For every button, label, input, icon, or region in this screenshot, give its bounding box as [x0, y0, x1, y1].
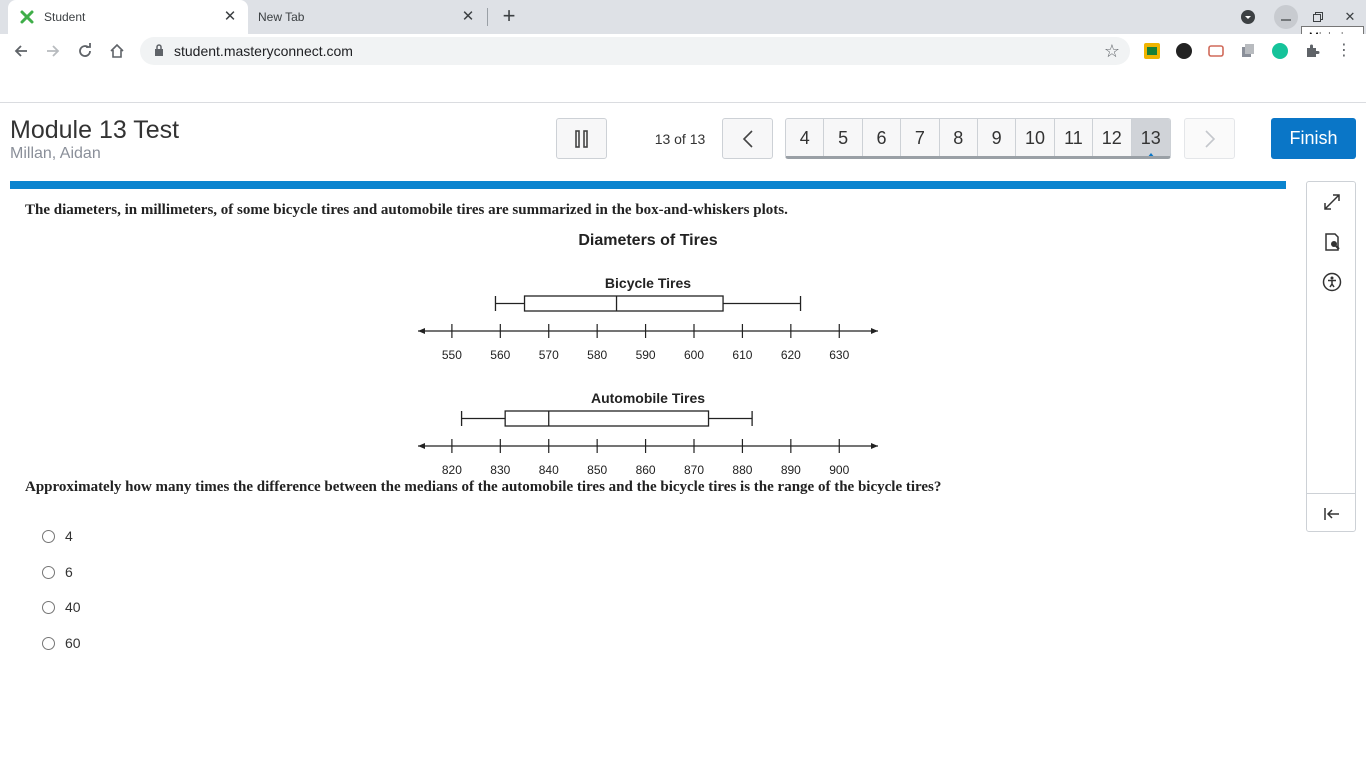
tick-label: 860 [635, 463, 656, 477]
expand-icon[interactable] [1320, 190, 1344, 214]
choice-label: 40 [65, 599, 81, 615]
chevron-left-icon [742, 129, 754, 149]
choice-label: 4 [65, 528, 73, 544]
previous-question-button[interactable] [722, 118, 773, 159]
tick-label: 560 [490, 348, 511, 362]
browser-tab-strip [0, 0, 1366, 34]
iqr-box [525, 296, 724, 311]
tab-label: Student [44, 10, 86, 24]
back-icon[interactable] [10, 40, 32, 62]
question-stem: The diameters, in millimeters, of some bicycle tires and automobile tires are summarized in the box-and-whiskers plots. [25, 202, 788, 218]
browser-toolbar [0, 34, 1366, 68]
answer-choice[interactable] [42, 635, 81, 651]
tool-divider [1307, 493, 1355, 494]
copy-extension-icon[interactable] [1240, 43, 1256, 59]
browser-menu-icon[interactable]: ⋮ [1336, 42, 1352, 59]
tick-label: 870 [683, 463, 705, 477]
page-button-11[interactable]: 11 [1055, 119, 1093, 157]
box-plot-chart [410, 226, 890, 482]
pause-button[interactable] [556, 118, 607, 159]
answer-choice[interactable] [42, 599, 81, 615]
current-page-indicator [1147, 153, 1155, 158]
url-text: student.masteryconnect.com [174, 43, 353, 59]
extensions-puzzle-icon[interactable] [1304, 43, 1320, 59]
toolbar-divider [0, 102, 1366, 103]
forward-icon[interactable] [42, 40, 64, 62]
restore-icon[interactable] [1306, 6, 1330, 28]
reload-icon[interactable] [74, 40, 96, 62]
address-bar[interactable] [140, 37, 1130, 65]
page-button-5[interactable]: 5 [824, 119, 862, 157]
grammarly-extension-icon[interactable] [1272, 43, 1288, 59]
radio-button[interactable] [42, 566, 55, 579]
profile-dropdown-icon[interactable] [1236, 6, 1260, 28]
iqr-box [505, 411, 708, 426]
page-button-6[interactable]: 6 [863, 119, 901, 157]
radio-button[interactable] [42, 637, 55, 650]
tick-label: 550 [441, 348, 462, 362]
tick-label: 570 [538, 348, 559, 362]
choice-label: 60 [65, 635, 81, 651]
page-title: Module 13 Test [10, 116, 180, 144]
chevron-right-icon [1204, 129, 1216, 149]
tick-label: 850 [587, 463, 608, 477]
plot-title: Bicycle Tires [604, 275, 692, 291]
masteryconnect-favicon-icon [18, 8, 36, 26]
tab-label: New Tab [258, 10, 305, 24]
new-tab-icon[interactable]: + [502, 3, 516, 28]
radio-button[interactable] [42, 530, 55, 543]
tick-label: 630 [829, 348, 850, 362]
tick-label: 580 [587, 348, 608, 362]
axis-arrow-left [418, 328, 425, 334]
axis-arrow-left [418, 443, 425, 449]
tool-panel [1306, 181, 1356, 532]
page-button-8[interactable]: 8 [940, 119, 978, 157]
tick-label: 880 [732, 463, 753, 477]
magnify-document-icon[interactable] [1320, 230, 1344, 254]
tab-student[interactable] [8, 0, 248, 34]
page-button-12[interactable]: 12 [1093, 119, 1131, 157]
radio-button[interactable] [42, 601, 55, 614]
tick-label: 820 [441, 463, 462, 477]
finish-button[interactable]: Finish [1271, 118, 1356, 159]
progress-bar [10, 181, 1286, 189]
screenshot-extension-icon[interactable] [1208, 43, 1224, 59]
page-button-10[interactable]: 10 [1016, 119, 1054, 157]
tick-label: 600 [683, 348, 705, 362]
answer-choice[interactable] [42, 528, 73, 544]
tab-new-tab[interactable] [248, 0, 488, 34]
minimize-icon[interactable] [1274, 5, 1298, 29]
page-button-4[interactable]: 4 [786, 119, 824, 157]
page-button-13[interactable]: 13 [1132, 119, 1170, 157]
bookmark-star-icon[interactable]: ☆ [1103, 41, 1120, 61]
student-name: Millan, Aidan [10, 145, 101, 162]
axis-arrow-right [871, 328, 878, 334]
next-question-button[interactable] [1184, 118, 1235, 159]
tick-label: 590 [635, 348, 656, 362]
answer-choice[interactable] [42, 564, 73, 580]
tab-separator [487, 8, 488, 26]
tick-label: 830 [490, 463, 511, 477]
accessibility-icon[interactable] [1320, 270, 1344, 294]
tick-label: 620 [780, 348, 801, 362]
classroom-extension-icon[interactable] [1144, 43, 1160, 59]
tick-label: 890 [780, 463, 801, 477]
question-counter: 13 of 13 [654, 131, 706, 147]
choice-label: 6 [65, 564, 73, 580]
lock-icon[interactable] [154, 44, 164, 62]
dark-mode-extension-icon[interactable] [1176, 43, 1192, 59]
tick-label: 610 [732, 348, 753, 362]
axis-arrow-right [871, 443, 878, 449]
chart-title: Diameters of Tires [578, 232, 718, 249]
close-tab-icon[interactable]: ✕ [223, 8, 237, 25]
page-button-7[interactable]: 7 [901, 119, 939, 157]
close-tab-icon[interactable]: ✕ [461, 8, 475, 25]
question-prompt: Approximately how many times the difference between the medians of the automobile tires and the bicycle tires is the range of the bicycle tires? [25, 479, 942, 495]
home-icon[interactable] [106, 40, 128, 62]
tick-label: 840 [538, 463, 559, 477]
tick-label: 900 [829, 463, 850, 477]
pause-icon [574, 130, 590, 148]
question-pager [785, 118, 1171, 159]
plot-title: Automobile Tires [590, 390, 706, 406]
collapse-panel-icon[interactable] [1320, 502, 1344, 526]
close-window-icon[interactable]: ✕ [1344, 9, 1356, 24]
page-button-9[interactable]: 9 [978, 119, 1016, 157]
